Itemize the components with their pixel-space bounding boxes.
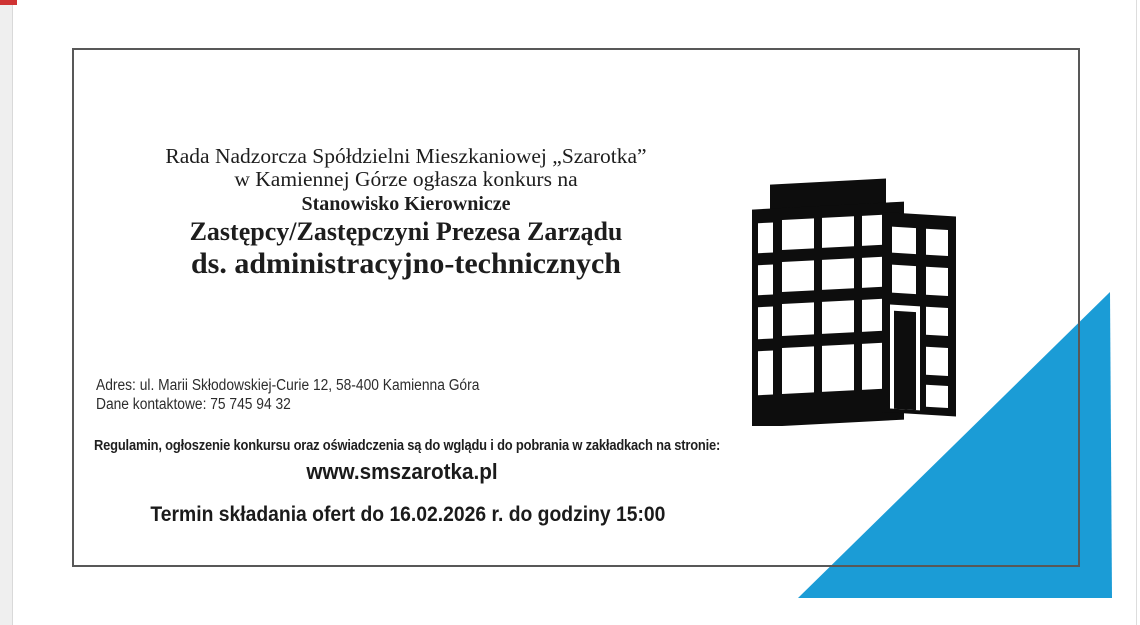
announcement-line: w Kamiennej Górze ogłasza konkurs na xyxy=(234,167,578,191)
deadline-line: Termin składania ofert do 16.02.2026 r. do godziny 15:00 xyxy=(150,503,666,526)
building-icon xyxy=(726,178,958,426)
position-title-line: Zastępcy/Zastępczyni Prezesa Zarządu xyxy=(189,217,623,246)
contact-block xyxy=(96,376,527,414)
phone-line: Dane kontaktowe: 75 745 94 32 xyxy=(96,396,291,413)
address-line: Adres: ul. Marii Skłodowskiej-Curie 12, 58-400 Kamienna Góra xyxy=(96,377,480,394)
regulations-note: Regulamin, ogłoszenie konkursu oraz oświadczenia są do wglądu i do pobrania w zakładkach na stronie: xyxy=(94,438,721,454)
red-accent-bar xyxy=(0,0,17,5)
left-page-strip xyxy=(0,0,13,625)
poster-heading xyxy=(100,145,712,281)
right-page-edge xyxy=(1136,0,1137,625)
website-url: www.smszarotka.pl xyxy=(306,459,498,484)
position-type-line: Stanowisko Kierownicze xyxy=(301,193,511,215)
organization-line: Rada Nadzorcza Spółdzielni Mieszkaniowej „Szarotka” xyxy=(165,144,647,168)
position-specialty-line: ds. administracyjno-technicznych xyxy=(191,247,621,280)
